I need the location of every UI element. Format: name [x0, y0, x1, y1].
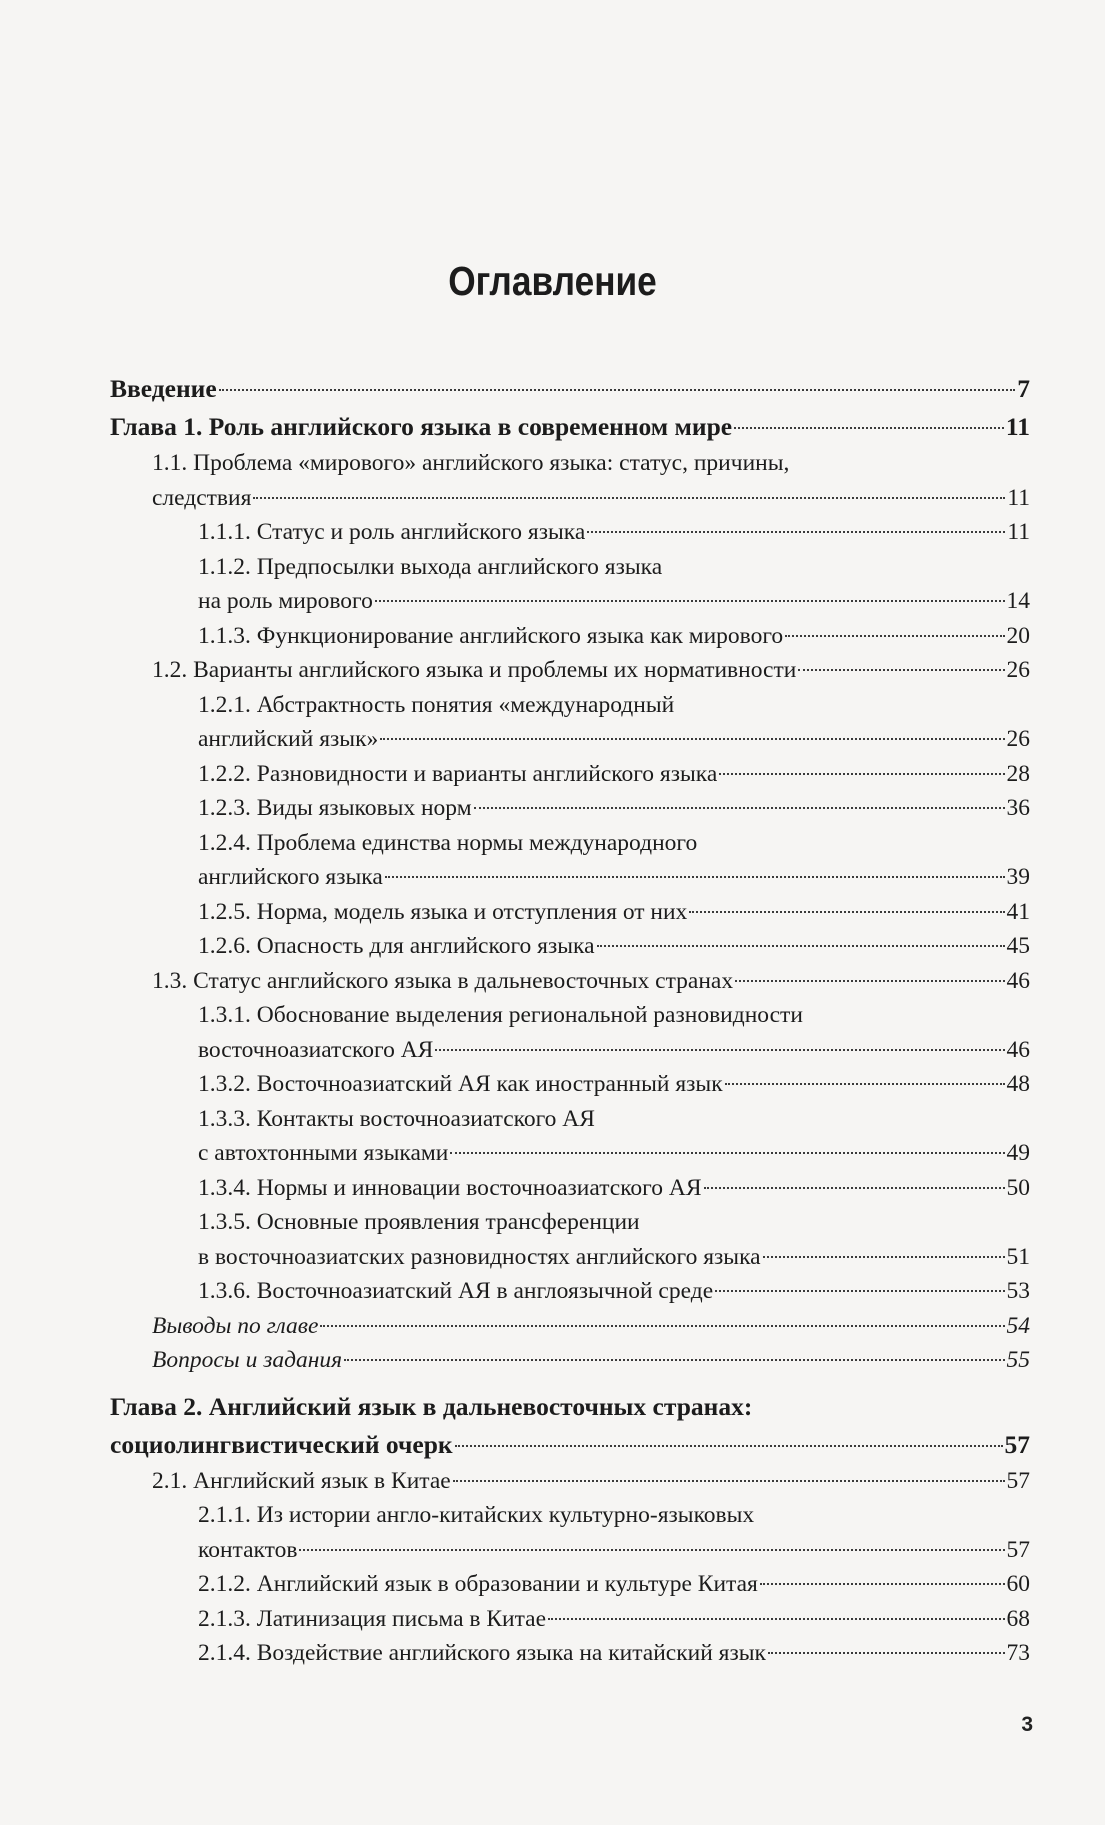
toc-entry — [110, 1343, 1030, 1378]
dot-leader — [344, 1359, 1004, 1361]
dot-leader — [768, 1652, 1005, 1654]
toc-entry-page: 11 — [1005, 412, 1030, 441]
toc-entry-title: 1.2.3. Виды языковых норм — [198, 795, 472, 821]
dot-leader — [219, 389, 1016, 391]
toc-entry-title: Вопросы и задания — [152, 1347, 343, 1373]
toc-entry-title: 1.3.6. Восточноазиатский АЯ в англоязычной среде — [198, 1278, 714, 1304]
toc-entry-line — [198, 1171, 1030, 1206]
toc-entry-title: следствия — [152, 484, 252, 511]
dot-leader — [715, 1290, 1004, 1292]
dot-leader — [385, 876, 1005, 878]
toc-entry-page: 51 — [1006, 1243, 1030, 1270]
toc-entry — [110, 1567, 1030, 1602]
toc-entry-line — [110, 408, 1030, 446]
toc-entry-title: 2.1.4. Воздействие английского языка на китайский язык — [198, 1640, 766, 1666]
toc-entry-title: 2.1.2. Английский язык в образовании и культуре Китая — [198, 1571, 758, 1597]
toc-entry — [110, 895, 1030, 930]
toc-entry-page: 46 — [1006, 967, 1030, 994]
dot-leader — [704, 1187, 1005, 1189]
toc-entry-page: 36 — [1006, 795, 1030, 821]
toc-entry-page: 11 — [1007, 484, 1030, 511]
toc-entry-title-line: Глава 2. Английский язык в дальневосточных странах: — [110, 1391, 753, 1421]
dot-leader — [798, 669, 1004, 671]
toc-entry-title-line: 1.2.1. Абстрактность понятия «международный — [198, 691, 675, 718]
toc-entry-title-line: 1.3.3. Контакты восточноазиатского АЯ — [198, 1105, 595, 1132]
toc-entry-title: Выводы по главе — [152, 1312, 319, 1339]
toc-entry-title: восточноазиатского АЯ — [198, 1036, 434, 1063]
toc-entry-line — [110, 1426, 1030, 1464]
toc-entry-title: Введение — [110, 374, 217, 403]
toc-entry-line — [198, 1136, 1030, 1171]
dot-leader — [299, 1549, 1004, 1551]
dot-leader — [597, 945, 1005, 947]
toc-entry — [110, 964, 1030, 999]
dot-leader — [380, 738, 1004, 740]
toc-entry-title: контактов — [198, 1536, 298, 1563]
toc-entry — [110, 1388, 1030, 1464]
toc-entry — [110, 1102, 1030, 1171]
toc-entry — [110, 1464, 1030, 1499]
toc-entry-line — [198, 895, 1030, 930]
toc-entry — [110, 619, 1030, 654]
page-number: 3 — [1021, 1713, 1033, 1736]
dot-leader — [735, 980, 1004, 982]
toc-entry-page: 11 — [1007, 519, 1030, 545]
toc-entry-line — [198, 791, 1030, 826]
toc-entry-title: с автохтонными языками — [198, 1140, 449, 1166]
page-title: Оглавление — [448, 258, 657, 304]
toc-entry — [110, 791, 1030, 826]
toc-entry-line — [198, 1602, 1030, 1637]
toc-entry-line — [152, 653, 1030, 688]
toc-entry — [110, 757, 1030, 792]
dot-leader — [763, 1256, 1005, 1258]
dot-leader — [435, 1049, 1004, 1051]
toc-entry — [110, 1067, 1030, 1102]
toc-entry — [110, 1498, 1030, 1567]
toc-entry-line — [152, 1309, 1030, 1344]
toc-entry-page: 68 — [1006, 1605, 1030, 1632]
toc-entry-page: 14 — [1006, 588, 1030, 614]
toc-entry-title: Глава 1. Роль английского языка в современном мире — [110, 412, 733, 441]
toc-entry-page: 26 — [1006, 726, 1030, 752]
dot-leader — [760, 1583, 1005, 1585]
toc-entry-title: 1.3.4. Нормы и инновации восточноазиатского АЯ — [198, 1174, 702, 1201]
toc-entry-page: 50 — [1006, 1174, 1030, 1201]
table-of-contents — [110, 370, 1030, 1671]
toc-entry-page: 48 — [1006, 1071, 1030, 1097]
toc-entry-page: 57 — [1004, 1429, 1030, 1459]
toc-entry-title: 1.2.2. Разновидности и варианты английского языка — [198, 760, 718, 787]
dot-leader — [725, 1083, 1005, 1085]
toc-entry — [110, 929, 1030, 964]
dot-leader — [548, 1618, 1004, 1620]
toc-entry-page: 57 — [1006, 1536, 1030, 1563]
toc-entry-title: английского языка — [198, 864, 383, 890]
toc-entry — [110, 1274, 1030, 1309]
toc-entry-title: на роль мирового — [198, 588, 373, 614]
toc-entry-page: 49 — [1006, 1140, 1030, 1166]
toc-entry-line — [198, 1533, 1030, 1568]
toc-entry-title-line: 1.3.1. Обоснование выделения региональной разновидности — [198, 1002, 803, 1028]
toc-entry-title: 1.2.5. Норма, модель языка и отступления от них — [198, 898, 688, 925]
toc-entry-title-line: 1.1.2. Предпосылки выхода английского языка — [198, 553, 663, 580]
toc-entry — [110, 1171, 1030, 1206]
toc-entry-page: 45 — [1006, 933, 1030, 959]
toc-entry — [110, 1309, 1030, 1344]
toc-entry — [110, 653, 1030, 688]
dot-leader — [587, 531, 1005, 533]
dot-leader — [785, 635, 1004, 637]
toc-entry-line — [152, 481, 1030, 516]
toc-entry-title: английский язык» — [198, 726, 379, 752]
dot-leader — [253, 497, 1005, 499]
toc-entry-page: 55 — [1006, 1347, 1030, 1373]
toc-entry-page: 60 — [1006, 1571, 1030, 1597]
toc-entry-title-line: 1.3.5. Основные проявления трансференции — [198, 1209, 640, 1235]
toc-entry-title: 2.1. Английский язык в Китае — [152, 1467, 451, 1494]
toc-entry — [110, 370, 1030, 408]
dot-leader — [689, 911, 1004, 913]
toc-entry-page: 41 — [1006, 898, 1030, 925]
toc-entry — [110, 446, 1030, 515]
toc-entry-line — [198, 515, 1030, 550]
toc-entry-line — [198, 860, 1030, 895]
toc-entry-page: 73 — [1006, 1640, 1030, 1666]
toc-entry-title: в восточноазиатских разновидностях английского языка — [198, 1243, 761, 1270]
toc-entry-line — [198, 1636, 1030, 1671]
toc-entry-line — [198, 1240, 1030, 1275]
dot-leader — [450, 1152, 1004, 1154]
toc-entry-title: 1.3.2. Восточноазиатский АЯ как иностранный язык — [198, 1071, 723, 1097]
toc-entry-page: 28 — [1006, 760, 1030, 787]
toc-entry-line — [198, 1274, 1030, 1309]
toc-entry-line — [198, 757, 1030, 792]
toc-entry-line — [198, 584, 1030, 619]
dot-leader — [719, 773, 1004, 775]
toc-entry-line — [198, 1567, 1030, 1602]
dot-leader — [453, 1480, 1005, 1482]
toc-entry — [110, 826, 1030, 895]
toc-entry-title: 2.1.3. Латинизация письма в Китае — [198, 1605, 547, 1632]
toc-entry-line — [152, 1464, 1030, 1499]
toc-entry-page: 53 — [1006, 1278, 1030, 1304]
toc-entry-title-line: 1.2.4. Проблема единства нормы международного — [198, 829, 698, 856]
dot-leader — [455, 1445, 1003, 1447]
toc-entry-line — [198, 722, 1030, 757]
toc-entry-line — [198, 1033, 1030, 1068]
toc-entry-title: 1.1.1. Статус и роль английского языка — [198, 519, 586, 545]
toc-entry-title: 1.3. Статус английского языка в дальневосточных странах — [152, 967, 734, 994]
toc-entry — [110, 550, 1030, 619]
toc-entry-line — [110, 370, 1030, 408]
toc-entry — [110, 515, 1030, 550]
toc-entry — [110, 408, 1030, 446]
toc-entry — [110, 1205, 1030, 1274]
toc-entry — [110, 1636, 1030, 1671]
toc-entry-line — [152, 964, 1030, 999]
toc-entry-line — [198, 929, 1030, 964]
toc-entry-page: 7 — [1017, 374, 1030, 403]
toc-entry-line — [152, 1343, 1030, 1378]
toc-entry-page: 46 — [1006, 1036, 1030, 1063]
dot-leader — [320, 1325, 1004, 1327]
toc-entry-title-line: 1.1. Проблема «мирового» английского языка: статус, причины, — [152, 450, 790, 476]
toc-entry-title: 1.2. Варианты английского языка и проблемы их нормативности — [152, 657, 797, 683]
toc-entry-page: 26 — [1006, 657, 1030, 683]
toc-entry-page: 39 — [1006, 864, 1030, 890]
toc-entry — [110, 688, 1030, 757]
dot-leader — [375, 600, 1005, 602]
dot-leader — [734, 427, 1004, 429]
toc-entry-title: 1.1.3. Функционирование английского языка как мирового — [198, 622, 784, 649]
toc-entry-title-line: 2.1.1. Из истории англо-китайских культурно-языковых — [198, 1502, 755, 1528]
toc-entry — [110, 998, 1030, 1067]
toc-entry-line — [198, 619, 1030, 654]
toc-entry-line — [198, 1067, 1030, 1102]
toc-entry-title: 1.2.6. Опасность для английского языка — [198, 933, 595, 959]
toc-entry-page: 20 — [1006, 622, 1030, 649]
dot-leader — [474, 807, 1005, 809]
toc-entry-page: 57 — [1006, 1467, 1030, 1494]
toc-entry — [110, 1602, 1030, 1637]
toc-entry-page: 54 — [1006, 1312, 1030, 1339]
toc-entry-title: социолингвистический очерк — [110, 1429, 453, 1459]
